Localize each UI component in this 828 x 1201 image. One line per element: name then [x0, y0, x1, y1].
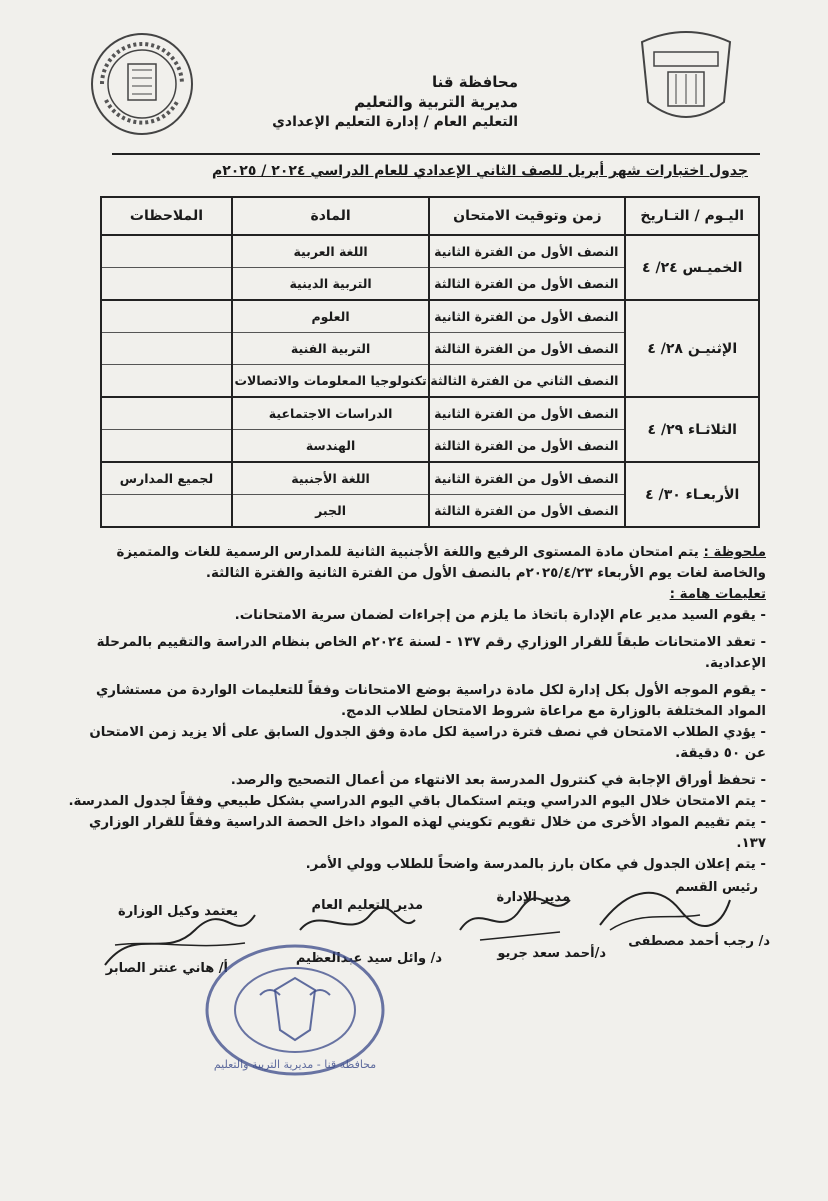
signature-title: مدير التعليم العام [311, 898, 423, 913]
governorate-name: محافظة قنا [431, 73, 518, 91]
instruction-item: - يتم إعلان الجدول في مكان بارز بالمدرسة واضحاً للطلاب وولي الأمر. [305, 857, 766, 872]
exam-schedule-table [100, 196, 760, 528]
instruction-item: - يتم الامتحان خلال اليوم الدراسي ويتم استكمال باقي اليوم الدراسي بشكل طبيعي وفقاً لجدول المدرسة. [68, 794, 766, 809]
ministry-logo [88, 30, 196, 138]
directorate-name: مديرية التربية والتعليم [354, 93, 518, 111]
table-row [101, 235, 759, 300]
table-row [101, 300, 759, 397]
document-header [272, 72, 518, 132]
instruction-item: - تعقد الامتحانات طبقاً للقرار الوزاري رقم ١٣٧ - لسنة ٢٠٢٤م الخاص بنظام الدراسة والتقييم بالمرحلة الإعدادية. [96, 635, 766, 671]
subject-cell: التربية الفنية [233, 333, 428, 365]
notes-cell [102, 495, 231, 526]
notes-cell [102, 398, 231, 430]
notes-cell: لجميع المدارس [102, 463, 231, 495]
notes-cell [102, 301, 231, 333]
instruction-item: - يقوم السيد مدير عام الإدارة باتخاذ ما يلزم من إجراءات لضمان سرية الامتحانات. [234, 608, 766, 623]
signature-title: مدير الإدارة [496, 890, 570, 905]
time-cell: النصف الأول من الفترة الثانية [430, 301, 624, 333]
signature-title: يعتمد وكيل الوزارة [118, 904, 238, 919]
instructions-label: تعليمات هامة : [669, 587, 766, 602]
notes-cell [102, 333, 231, 365]
day-cell: الأربعـاء ٣٠/ ٤ [625, 462, 759, 527]
table-row [101, 397, 759, 462]
stamp-text: محافظة قنا - مديرية التربية والتعليم [213, 1058, 377, 1071]
subject-cell: العلوم [233, 301, 428, 333]
governorate-logo [632, 22, 740, 134]
signature-name: د/ وائل سيد عبدالعظيم [295, 951, 442, 966]
instruction-item: - يقوم الموجه الأول بكل إدارة لكل مادة دراسية بوضع الامتحانات وفقاً للتعليمات الواردة من مستشاري المواد المختلفة بالوزارة مع مراعاة شروط الامتحان لطلاب الدمج. [96, 683, 766, 719]
note-label: ملحوظة : [703, 545, 766, 560]
header-subject: المادة [232, 197, 429, 235]
time-cell: النصف الأول من الفترة الثالثة [434, 438, 619, 453]
subject-cell: اللغة الأجنبية [233, 463, 428, 495]
signature-name: د/أحمد سعد جريو [497, 946, 606, 961]
header-divider [112, 153, 760, 155]
notes-cell [102, 236, 231, 268]
document-title: جدول اختبارات شهر أبريل للصف الثاني الإعدادي للعام الدراسي ٢٠٢٤ / ٢٠٢٥م [211, 163, 748, 179]
day-cell: الخميـس ٢٤/ ٤ [625, 235, 759, 300]
subject-cell: تكنولوجيا المعلومات والاتصالات [234, 373, 427, 388]
instruction-item: - تحفظ أوراق الإجابة في كنترول المدرسة بعد الانتهاء من أعمال التصحيح والرصد. [230, 773, 766, 788]
instruction-item: - يؤدي الطلاب الامتحان في نصف فترة دراسية لكل مادة وفق الجدول السابق على ألا يزيد زمن الامتحان عن ٥٠ دقيقة. [89, 725, 766, 761]
day-cell: الإثنيـن ٢٨/ ٤ [625, 300, 759, 397]
signature-title: رئيس القسم [675, 880, 758, 895]
subject-cell: اللغة العربية [233, 236, 428, 268]
header-time: زمن وتوقيت الامتحان [429, 197, 625, 235]
table-row [101, 462, 759, 527]
official-stamp [200, 940, 390, 1080]
instruction-item: - يتم تقييم المواد الأخرى من خلال تقويم تكويني لهذه المواد داخل الحصة الدراسية وفقاً للقرار الوزاري ١٣٧. [89, 815, 766, 851]
subject-cell: الهندسة [305, 438, 356, 453]
time-cell: النصف الأول من الفترة الثالثة [430, 333, 624, 365]
document-body [66, 542, 766, 875]
subject-cell: الجبر [315, 503, 346, 518]
notes-cell [102, 430, 231, 461]
notes-cell [102, 365, 231, 396]
subject-cell: الدراسات الاجتماعية [233, 398, 428, 430]
table-header-row [101, 197, 759, 235]
signature-name: د/ رجب أحمد مصطفى [628, 934, 770, 949]
day-cell: الثلاثـاء ٢٩/ ٤ [625, 397, 759, 462]
time-cell: النصف الأول من الفترة الثانية [430, 463, 624, 495]
header-day: اليـوم / التـاريخ [625, 197, 759, 235]
signature-scribble [590, 880, 740, 940]
note-text: يتم امتحان مادة المستوى الرفيع واللغة الأجنبية الثانية للمدارس الرسمية للغات والمتميزة والخاصة لغات يوم الأربعاء ٢٠٢٥/٤/٢٣م بالنصف الأول من الفترة الثانية والفترة الثالثة. [116, 545, 766, 581]
time-cell: النصف الثاني من الفترة الثالثة [430, 373, 619, 388]
time-cell: النصف الأول من الفترة الثالثة [434, 276, 619, 291]
subject-cell: التربية الدينية [289, 276, 372, 291]
header-notes: الملاحظات [101, 197, 232, 235]
signature-scribble [450, 890, 580, 950]
department-name: التعليم العام / إدارة التعليم الإعدادي [272, 114, 518, 130]
notes-cell [102, 268, 231, 299]
time-cell: النصف الأول من الفترة الثالثة [434, 503, 619, 518]
note-paragraph [66, 542, 766, 584]
signature-name: أ/ هاني عنتر الصابر [105, 961, 228, 976]
time-cell: النصف الأول من الفترة الثانية [430, 398, 624, 430]
time-cell: النصف الأول من الفترة الثانية [430, 236, 624, 268]
